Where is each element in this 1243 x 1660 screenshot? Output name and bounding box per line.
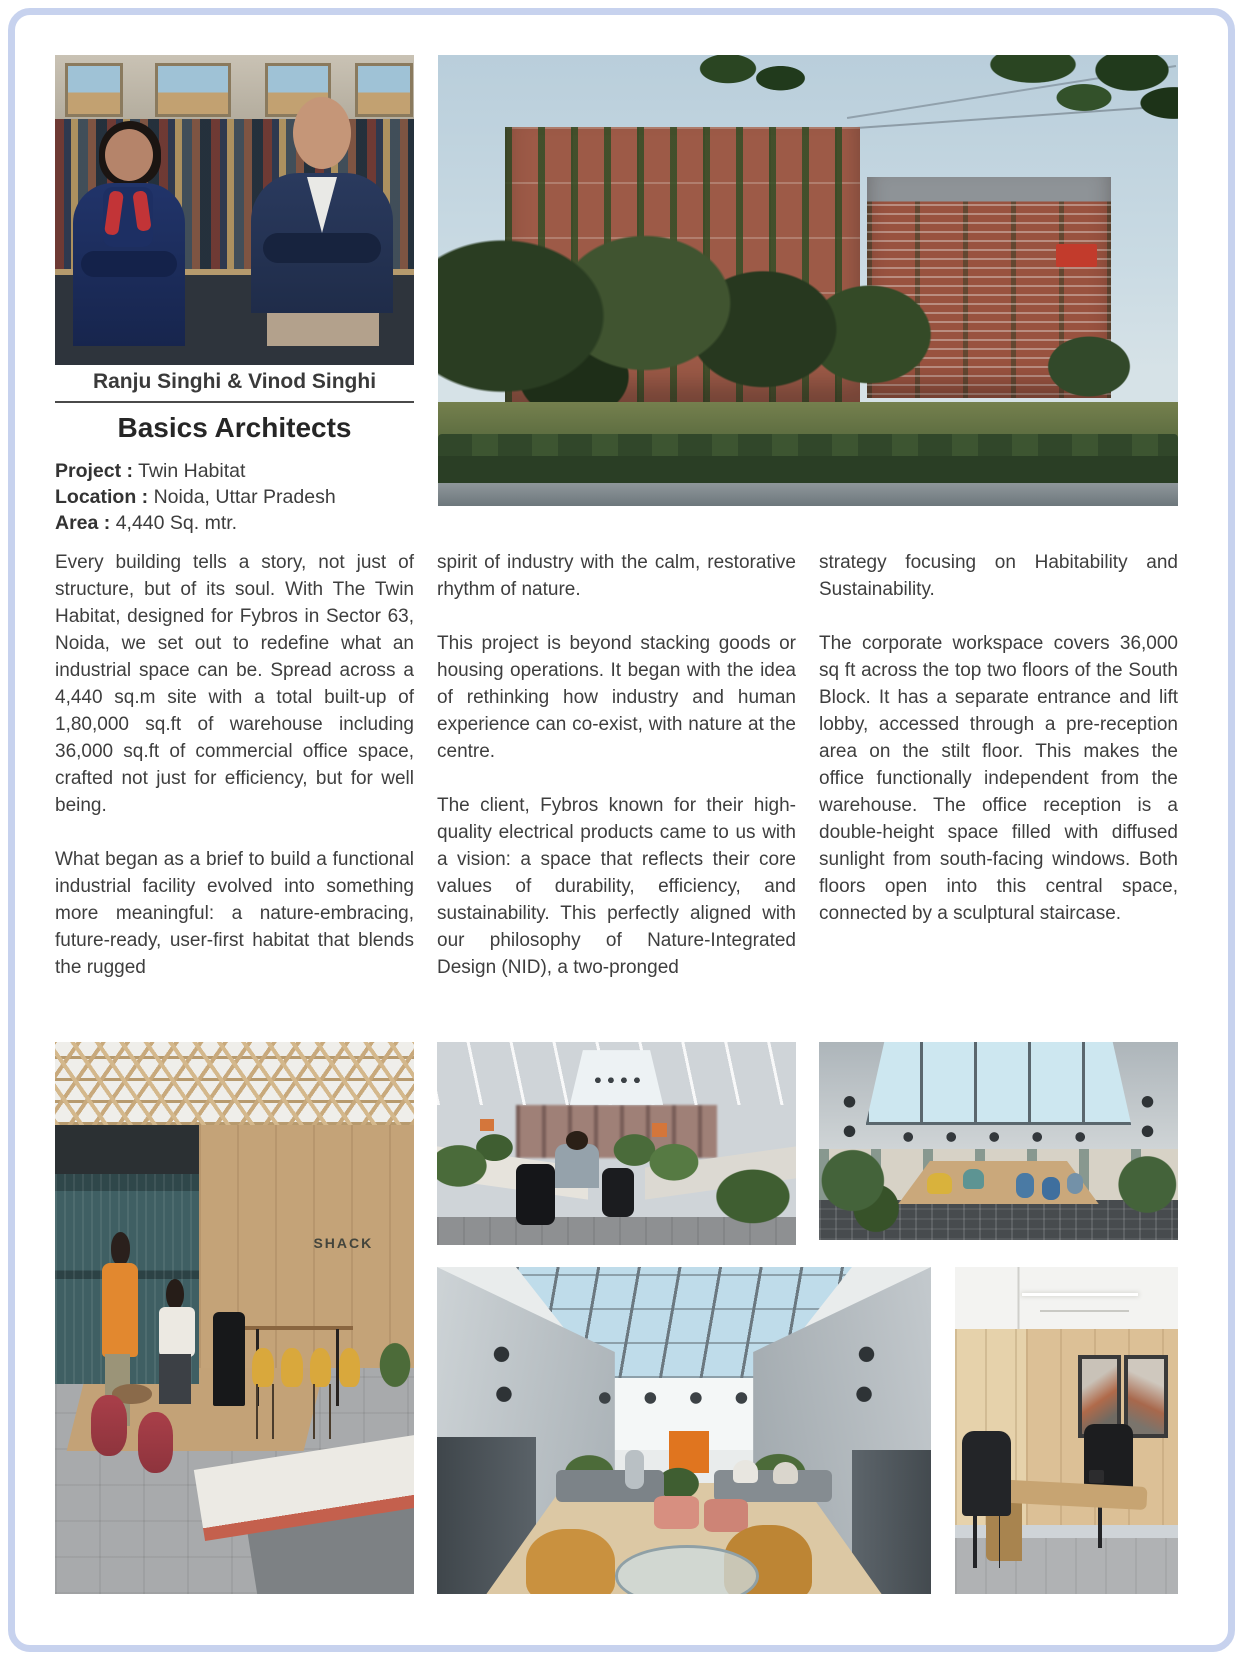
dark-band [55,1125,199,1175]
blue-ottoman [1067,1173,1083,1195]
standing-person [625,1450,645,1489]
paragraph: The client, Fybros known for their high-quality electrical products came to us with a vision: a space that reflects their core values of durability, efficiency, and sustainability. This perfectly aligned with our philosophy of Nature-Integrated Design (NID), a two-pronged [437,795,796,978]
lounge-photo [819,1042,1178,1240]
paragraph: What began as a brief to build a functional industrial facility evolved into something more meaningful: a nature-embracing, future-ready, user-first habitat that blends the rugged [55,849,414,978]
seated-person [773,1462,798,1485]
bar-stool [252,1348,274,1387]
shack-sign: SHACK [313,1235,374,1252]
black-chair [213,1312,245,1406]
plant [370,1329,414,1401]
maroon-pouf [138,1412,174,1473]
atrium-photo [437,1267,931,1594]
bar-stool [281,1348,303,1387]
porthole-lights [477,1339,526,1424]
bar-stool [310,1348,332,1387]
yellow-chair [927,1173,952,1195]
trees [438,172,1000,434]
detail-area: Area : 4,440 Sq. mtr. [55,512,238,534]
woman-crossed-arms [81,251,177,277]
facade-logo [1056,244,1097,267]
framed-picture [355,63,413,117]
linear-light [1022,1293,1138,1296]
firm-name: Basics Architects [117,412,352,443]
desk-phone [1089,1470,1105,1483]
plants [1100,1133,1178,1236]
pink-ottoman [654,1496,698,1529]
foreground-leaves [668,55,818,107]
stool-legs [313,1384,335,1439]
stool-legs [256,1384,278,1439]
blue-ottoman [1016,1173,1034,1199]
porthole-lights [585,1385,783,1411]
plants [819,1125,904,1236]
portrait-photo [55,55,414,365]
building-photo [438,55,1178,506]
workstations-photo [437,1042,796,1245]
tree [1030,317,1148,416]
woman-face [105,129,153,181]
article-column-2 [437,549,796,1008]
framed-picture [155,63,231,117]
skylight-grid [866,1042,1132,1125]
framed-artwork [1124,1355,1168,1438]
paragraph: The corporate workspace covers 36,000 sq ft across the top two floors of the South Block. It has a separate entrance and lift lobby, accessed through a pre-reception area on the stilt floor. This makes the office functionally independent from the warehouse. The office reception is a double-height space filled with diffused sunlight from south-facing windows. Both floors open into this central space, connected by a sculptural staircase. [819,633,1178,924]
seated-person [733,1460,758,1483]
paragraph: strategy focusing on Habitability and Sustainability. [819,552,1178,600]
linear-light [1040,1310,1129,1312]
seated-person [159,1307,195,1357]
porthole-lights [842,1339,891,1424]
maroon-pouf [91,1395,127,1456]
detail-project: Project : Twin Habitat [55,460,246,482]
skylight [570,1050,663,1105]
blue-ottoman [1042,1177,1060,1201]
ceiling [955,1267,1178,1329]
portrait-caption: Ranju Singhi & Vinod Singhi [92,370,377,393]
hedge [438,456,1178,483]
person-head [166,1279,184,1309]
framed-picture [65,63,123,117]
office-chair-front [962,1431,1011,1516]
mustard-armchair [526,1529,615,1594]
person-head [111,1232,131,1265]
article-column-1 [55,549,414,1008]
paragraph: This project is beyond stacking goods or housing operations. It began with the idea of rethinking how industry and human experience can co-exist, with nature at the centre. [437,633,796,762]
article-column-3 [819,549,1178,954]
spotlights [891,1129,1106,1145]
project-details [55,458,414,536]
person-legs [159,1354,191,1404]
chair-base [1098,1502,1120,1548]
chair-base [973,1516,1000,1568]
lattice-ceiling [55,1042,414,1125]
bar-stool [339,1348,361,1387]
cabin-photo [955,1267,1178,1594]
detail-location: Location : Noida, Uttar Pradesh [55,486,336,508]
divider-rule [55,401,414,403]
man-crossed-arms [263,233,381,263]
foreground-leaves [898,55,1178,147]
man-trousers [267,313,379,346]
grey-sofa [556,1470,665,1503]
cafeteria-photo [55,1042,414,1594]
pink-ottoman [704,1499,748,1532]
paragraph: spirit of industry with the calm, restorative rhythm of nature. [437,552,796,600]
person-orange-hoodie [102,1263,138,1357]
man-face [293,97,351,169]
teal-chair [963,1169,985,1189]
road [438,483,1178,506]
plants [437,1111,796,1233]
paragraph: Every building tells a story, not just of structure, but of its soul. With The Twin Habitat, designed for Fybros in Sector 63, Noida, we set out to redefine what an industrial space can be. Spread across a 4,440 sq.m site with a total built-up of 1,80,000 sq.ft of warehouse including 36,000 sq.ft of commercial office space, crafted not just for efficiency, but for well being. [55,552,414,816]
